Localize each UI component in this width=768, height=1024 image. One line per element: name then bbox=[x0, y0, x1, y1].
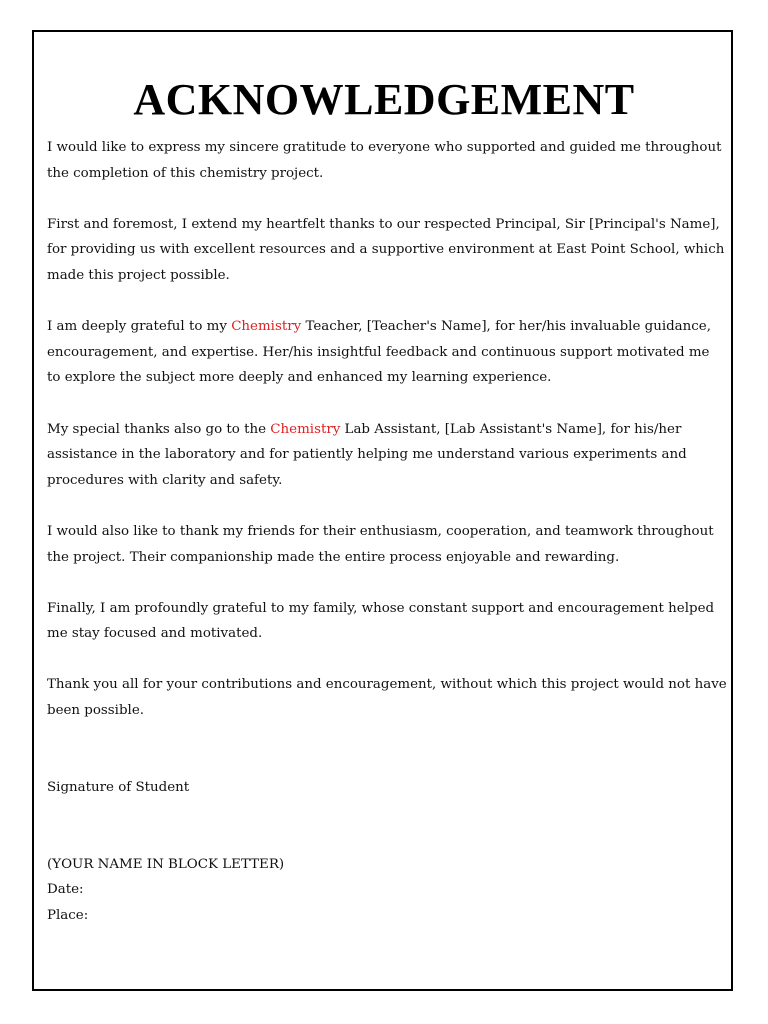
paragraph-friends: I would also like to thank my friends for their enthusiasm, cooperation, and teamwork throughout the project. Their companionship made the entire process enjoyable and rewarding. bbox=[47, 523, 714, 565]
paragraph-family: Finally, I am profoundly grateful to my family, whose constant support and encouragement helped me stay focused and motivated. bbox=[47, 600, 715, 642]
paragraph-lab-assistant bbox=[47, 417, 727, 494]
acknowledgement-body bbox=[47, 135, 727, 928]
date-label: Date: bbox=[47, 882, 84, 898]
paragraph-principal: First and foremost, I extend my heartfelt thanks to our respected Principal, Sir [Principal's Name], for providing us with excellent resources and a supportive environment at East Point School, which made this project possible. bbox=[47, 216, 725, 283]
place-label: Place: bbox=[47, 907, 89, 923]
paragraph-teacher-text-end: Teacher, [Teacher's Name], for her/his invaluable guidance, encouragement, and expertise. Her/his insightful feedback and continuous support motivated me to explore the subject more deeply and enhanced my learning experience. bbox=[47, 319, 711, 386]
paragraph-teacher bbox=[47, 314, 727, 391]
subject-highlight: Chemistry bbox=[231, 319, 302, 335]
paragraph-lab-text-start: My special thanks also go to the bbox=[47, 421, 271, 437]
student-details bbox=[47, 852, 727, 929]
signature-label: Signature of Student bbox=[47, 779, 190, 795]
paragraph-lab-text-end: Lab Assistant, [Lab Assistant's Name], for his/her assistance in the laboratory and for patiently helping me understand various experiments and procedures with clarity and safety. bbox=[47, 421, 687, 488]
page-title: ACKNOWLEDGEMENT bbox=[133, 75, 635, 124]
paragraph-intro: I would like to express my sincere gratitude to everyone who supported and guided me throughout the completion of this chemistry project. bbox=[47, 140, 722, 181]
subject-highlight: Chemistry bbox=[270, 421, 341, 437]
paragraph-teacher-text-start: I am deeply grateful to my bbox=[47, 319, 232, 335]
name-placeholder: (YOUR NAME IN BLOCK LETTER) bbox=[47, 856, 285, 872]
paragraph-closing: Thank you all for your contributions and encouragement, without which this project would not have been possible. bbox=[47, 677, 727, 719]
